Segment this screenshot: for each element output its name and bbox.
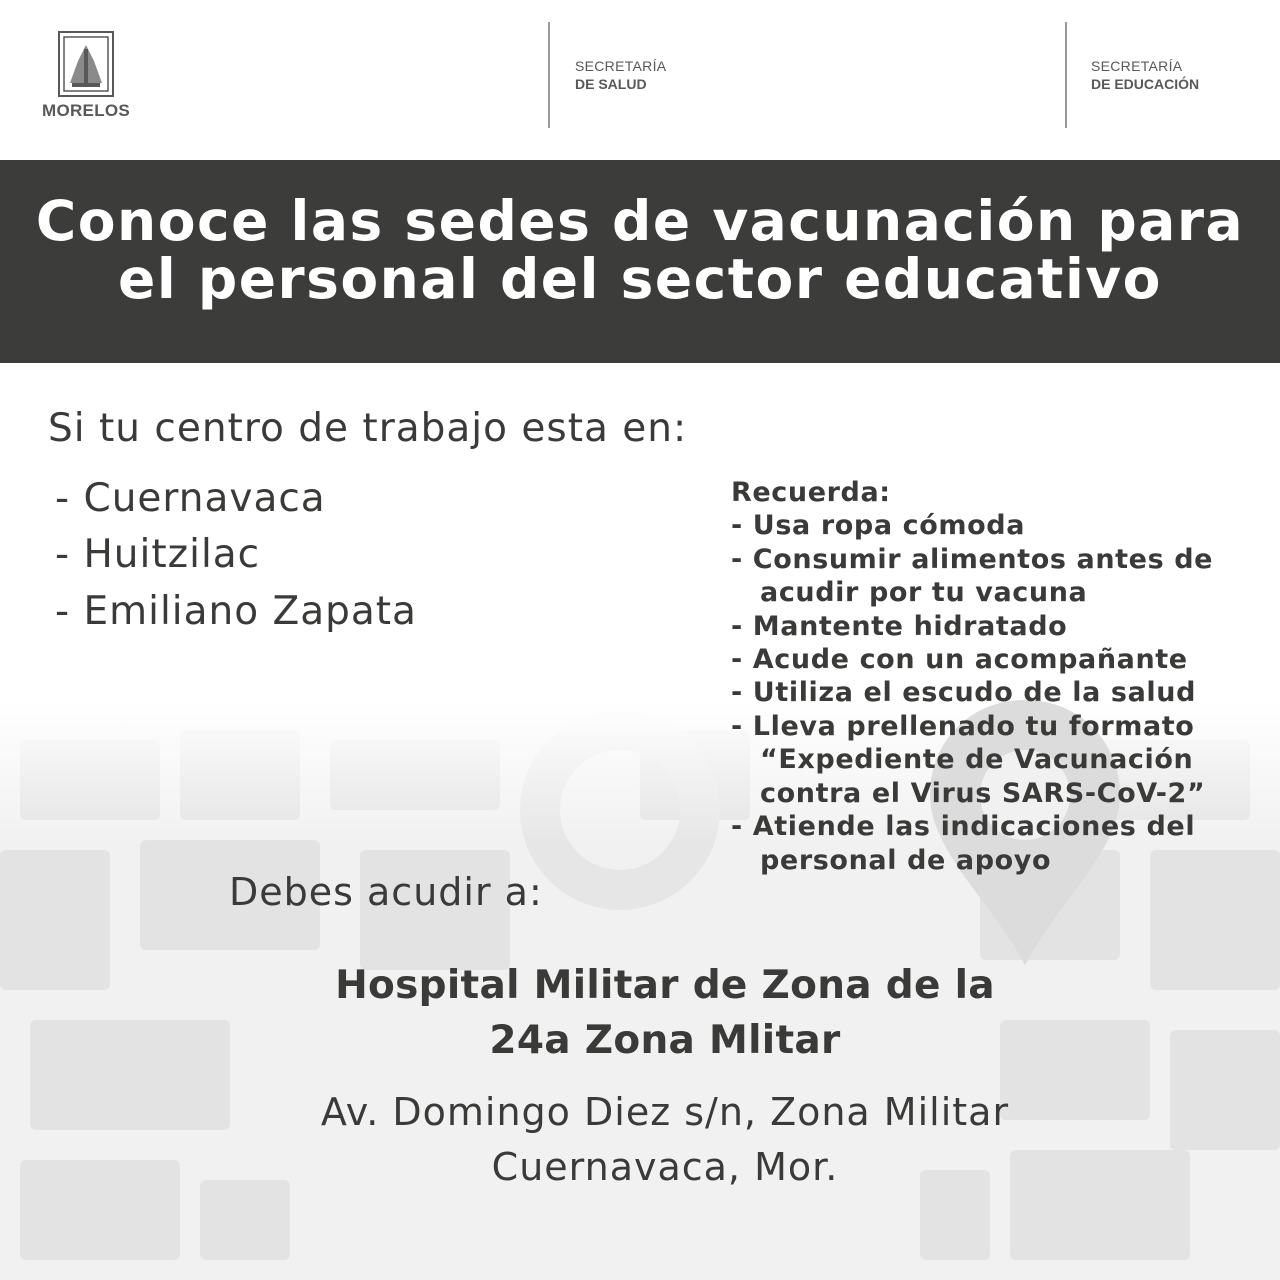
- hospital-name: Hospital Militar de Zona de la: [335, 963, 995, 1008]
- header-divider: [548, 22, 550, 128]
- reminder-item: - Lleva prellenado tu formato: [731, 711, 1195, 742]
- reminder-item: acudir por tu vacuna: [760, 577, 1088, 608]
- location-item: - Emiliano Zapata: [55, 589, 417, 634]
- reminder-item: “Expediente de Vacunación: [760, 744, 1194, 775]
- reminder-item: - Utiliza el escudo de la salud: [731, 677, 1196, 708]
- reminder-item: personal de apoyo: [760, 845, 1052, 876]
- salud-line2: DE SALUD: [575, 76, 647, 92]
- page-title: [0, 189, 1280, 311]
- reminder-item: - Acude con un acompañante: [731, 644, 1188, 675]
- hospital-name: 24a Zona Mlitar: [489, 1018, 841, 1063]
- secretaria-educacion: [1091, 57, 1199, 93]
- reminder-item: - Usa ropa cómoda: [731, 510, 1026, 541]
- header: [0, 0, 1280, 160]
- title-line2: el personal del sector educativo: [118, 247, 1162, 311]
- educacion-line2: DE EDUCACIÓN: [1091, 76, 1200, 92]
- reminder-item: - Atiende las indicaciones del: [731, 811, 1196, 842]
- logo-label: MORELOS: [42, 101, 131, 120]
- destination-label: Debes acudir a:: [229, 870, 543, 914]
- educacion-line1: SECRETARÍA: [1091, 58, 1183, 74]
- location-item: - Huitzilac: [55, 532, 261, 577]
- salud-line1: SECRETARÍA: [575, 58, 667, 74]
- hospital-address: Av. Domingo Diez s/n, Zona Militar: [320, 1090, 1010, 1134]
- header-divider: [1065, 22, 1067, 128]
- hospital-address: Cuernavaca, Mor.: [491, 1145, 839, 1189]
- location-item: - Cuernavaca: [55, 476, 326, 521]
- morelos-coat-of-arms-icon: [58, 31, 114, 97]
- reminders-title: Recuerda:: [731, 477, 891, 508]
- title-line1: Conoce las sedes de vacunación para: [35, 189, 1245, 253]
- secretaria-salud: [575, 57, 666, 93]
- intro-text: Si tu centro de trabajo esta en:: [48, 406, 688, 451]
- reminder-item: - Consumir alimentos antes de: [731, 544, 1214, 575]
- reminder-item: contra el Virus SARS-CoV-2”: [760, 778, 1206, 809]
- reminder-item: - Mantente hidratado: [731, 611, 1068, 642]
